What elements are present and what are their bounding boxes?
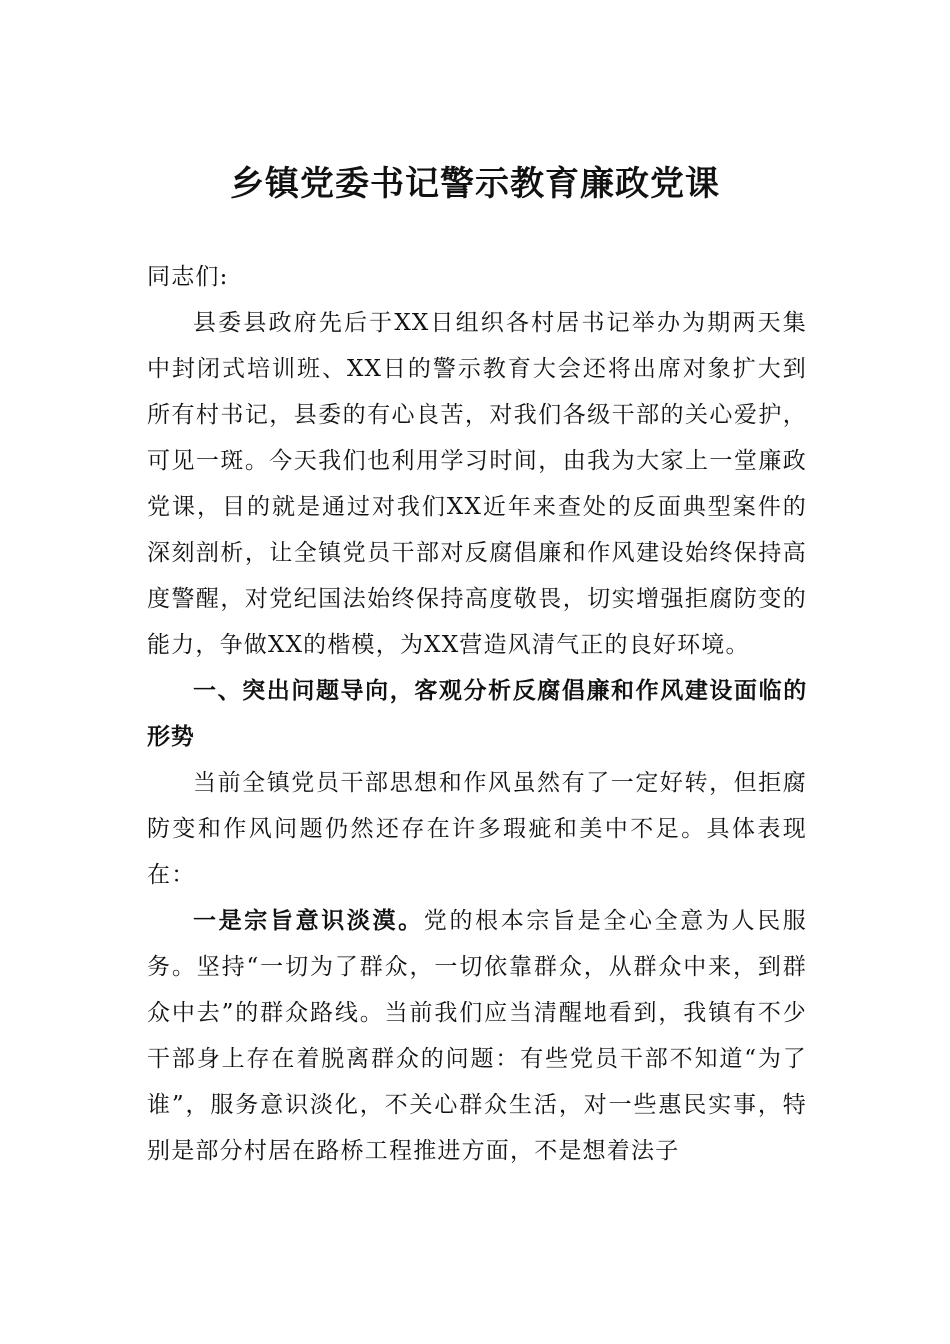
paragraph-point-1 (147, 898, 807, 1174)
document-body (147, 254, 807, 1174)
point-1-text: 党的根本宗旨是全心全意为人民服务。坚持“一切为了群众，一切依靠群众，从群众中来，到群众中去”的群众路线。当前我们应当清醒地看到，我镇有不少干部身上存在着脱离群众的问题：有些党员干部不知道“为了谁”，服务意识淡化，不关心群众生活，对一些惠民实事，特别是部分村居在路桥工程推进方面，不是想着法子 (147, 908, 807, 1164)
document-title: 乡镇党委书记警示教育廉政党课 (230, 164, 720, 204)
salutation: 同志们: (147, 264, 229, 290)
point-1-lead: 一是宗旨意识淡漠。 (193, 907, 424, 934)
section-heading-1: 一、突出问题导向，客观分析反腐倡廉和作风建设面临的形势 (147, 678, 807, 750)
paragraph-situation: 当前全镇党员干部思想和作风虽然有了一定好转，但拒腐防变和作风问题仍然还存在许多瑕疵和美中不足。具体表现在： (147, 770, 807, 888)
paragraph-intro: 县委县政府先后于XX日组织各村居书记举办为期两天集中封闭式培训班、XX日的警示教育大会还将出席对象扩大到所有村书记，县委的有心良苦，对我们各级干部的关心爱护，可见一斑。今天我们也利用学习时间，由我为大家上一堂廉政党课，目的就是通过对我们XX近年来查处的反面典型案件的深刻剖析，让全镇党员干部对反腐倡廉和作风建设始终保持高度警醒，对党纪国法始终保持高度敬畏，切实增强拒腐防变的能力，争做XX的楷模，为XX营造风清气正的良好环境。 (147, 310, 807, 658)
